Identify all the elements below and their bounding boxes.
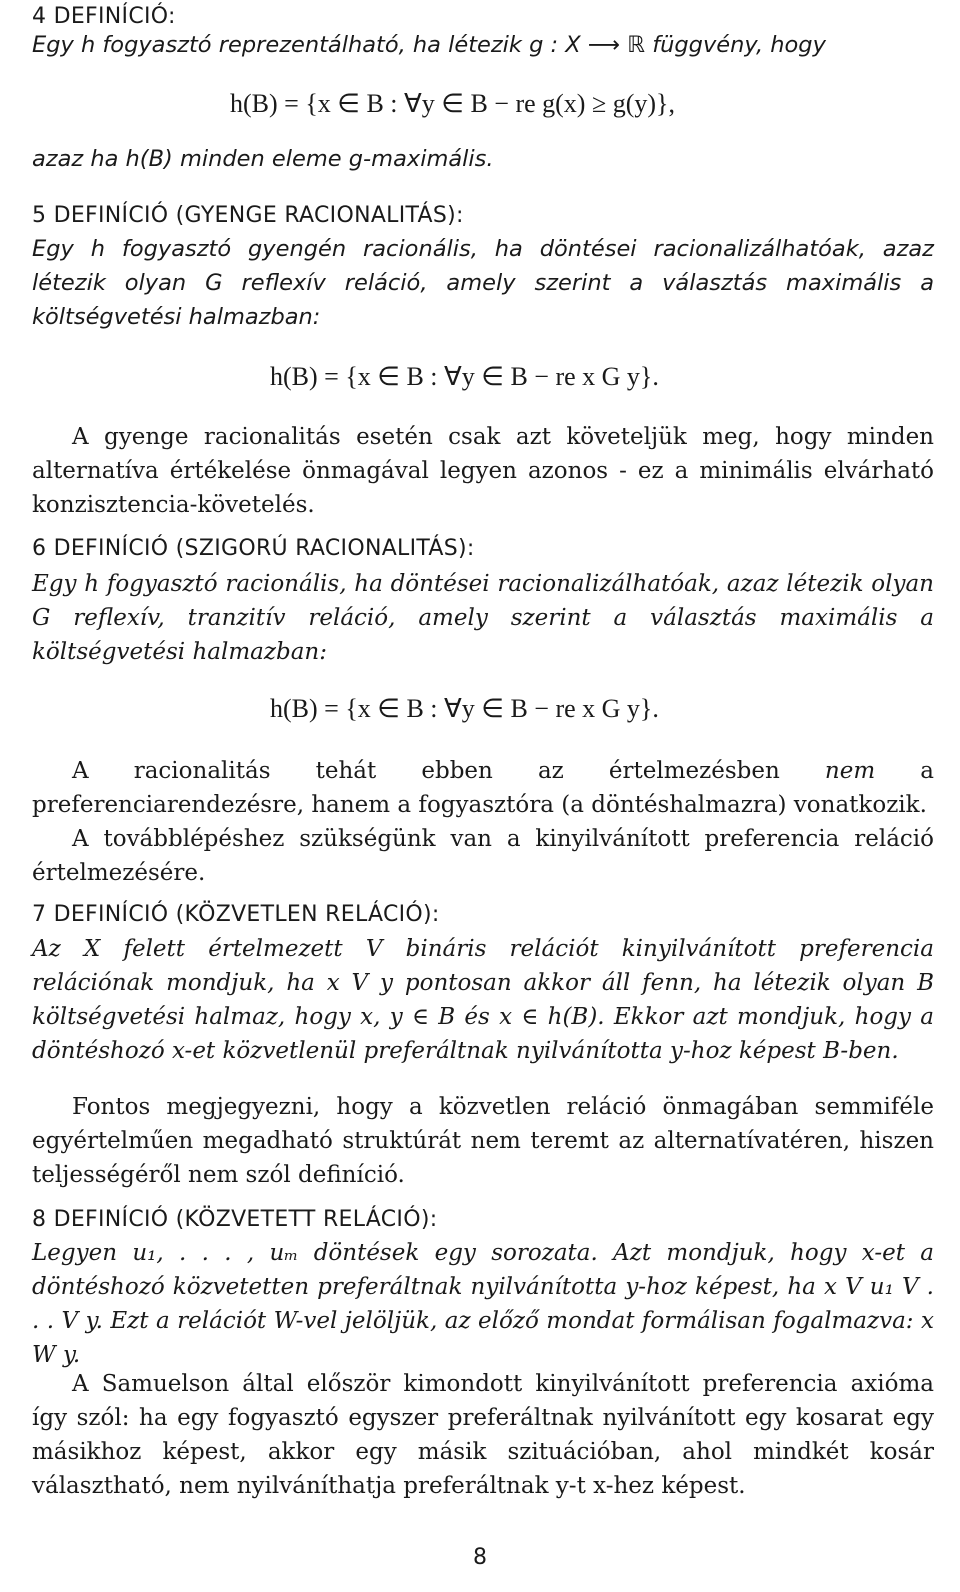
def8-body: Legyen u₁, . . . , uₘ döntések egy sorozata. Azt mondjuk, hogy x-et a döntéshozó közvetetten preferáltnak nyilvánította y-hoz képest, ha x V u₁ V . . . V y. Ezt a relációt W-vel jelöljük, az előző mondat formálisan fogalmazva: x W y.: [32, 1240, 934, 1368]
def6-heading: 6 DEFINÍCIÓ (SZIGORÚ RACIONALITÁS):: [32, 536, 475, 561]
def4-heading: 4 DEFINÍCIÓ:: [32, 4, 176, 29]
def6-after2: A továbblépéshez szükségünk van a kinyilvánított preferencia reláció értelmezésére.: [32, 826, 934, 886]
def6-after1-emphasis: nem: [824, 758, 876, 784]
def5-after: A gyenge racionalitás esetén csak azt követeljük meg, hogy minden alternatíva értékelése önmagával legyen azonos - ez a minimális elvárható konzisztencia-követelés.: [32, 424, 934, 518]
def7-body: Az X felett értelmezett V bináris relációt kinyilvánított preferencia relációnak mondjuk, ha x V y pontosan akkor áll fenn, ha létezik olyan B költségvetési halmaz, hogy x, y ∈ B és x ∈ h(B). Ekkor azt mondjuk, hogy a döntéshozó x-et közvetlenül preferáltnak nyilvánította y-hoz képest B-ben.: [32, 936, 934, 1064]
def7-heading: 7 DEFINÍCIÓ (KÖZVETLEN RELÁCIÓ):: [32, 902, 440, 927]
def6-after1-pre: A racionalitás tehát ebben az értelmezésben: [72, 758, 825, 784]
def5-formula: h(B) = {x ∈ B : ∀y ∈ B − re x G y}.: [270, 362, 659, 391]
def6-body: Egy h fogyasztó racionális, ha döntései racionalizálhatóak, azaz létezik olyan G reflexív, tranzitív reláció, amely szerint a választás maximális a költségvetési halmazban:: [32, 571, 934, 665]
def5-heading: 5 DEFINÍCIÓ (GYENGE RACIONALITÁS):: [32, 203, 464, 228]
def7-after: Fontos megjegyezni, hogy a közvetlen reláció önmagában semmiféle egyértelműen megadható struktúrát nem teremt az alternatívatéren, hiszen teljességéről nem szól definíció.: [32, 1094, 934, 1188]
def8-after: A Samuelson által először kimondott kinyilvánított preferencia axióma így szól: ha egy fogyasztó egyszer preferáltnak nyilvánított egy kosarat egy másikhoz képest, akkor egy másik szituációban, ahol mindkét kosár választható, nem nyilváníthatja preferáltnak y-t x-hez képest.: [32, 1371, 934, 1499]
page-number: 8: [473, 1545, 487, 1570]
def8-heading: 8 DEFINÍCIÓ (KÖZVETETT RELÁCIÓ):: [32, 1207, 438, 1232]
def4-body: Egy h fogyasztó reprezentálható, ha létezik g : X ⟶ ℝ függvény, hogy: [32, 32, 826, 58]
def5-body: Egy h fogyasztó gyengén racionális, ha döntései racionalizálhatóak, azaz létezik olyan G reflexív reláció, amely szerint a választás maximális a költségvetési halmazban:: [32, 236, 934, 330]
def4-after: azaz ha h(B) minden eleme g-maximális.: [32, 146, 494, 172]
def6-after1: [32, 754, 934, 822]
def6-after1-post: a preferenciarendezésre, hanem a fogyasztóra (a döntéshalmazra) vonatkozik.: [32, 758, 934, 818]
def6-formula: h(B) = {x ∈ B : ∀y ∈ B − re x G y}.: [270, 694, 659, 723]
def4-formula: h(B) = {x ∈ B : ∀y ∈ B − re g(x) ≥ g(y)},: [230, 89, 676, 118]
